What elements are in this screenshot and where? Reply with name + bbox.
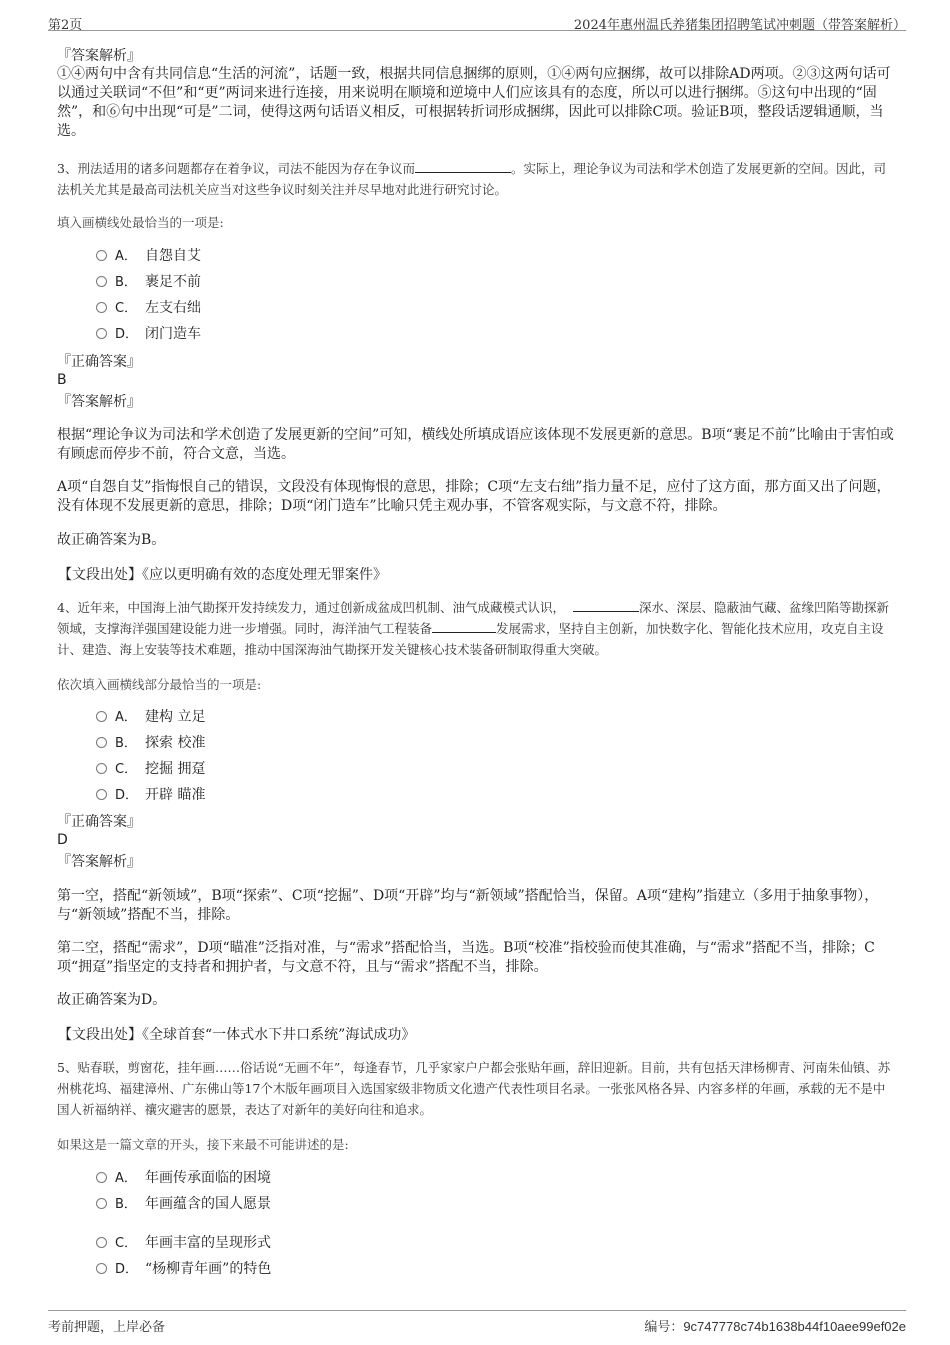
q3-analysis-label: 『答案解析』 bbox=[57, 394, 141, 410]
q3-question bbox=[57, 158, 897, 200]
radio-icon[interactable] bbox=[96, 328, 107, 339]
page-number: 第2页 bbox=[48, 18, 83, 33]
q3-correct-label: 『正确答案』 bbox=[57, 354, 141, 370]
q5-question: 5、贴春联，剪窗花，挂年画……俗话说“无画不年”，每逢春节，几乎家家户户都会张贴年画，辞旧迎新。目前，共有包括天津杨柳青、河南朱仙镇、苏州桃花坞、福建漳州、广东佛山等17个木版年画项目入选国家级非物质文化遗产代表性项目名录。一张张风格各异、内容多样的年画，承载的无不是中国人祈福纳祥、禳灾避害的愿景，表达了对新年的美好向往和追求。 bbox=[57, 1060, 891, 1117]
q3-option-b[interactable]: B． 裹足不前 bbox=[96, 272, 201, 292]
radio-icon[interactable] bbox=[96, 1263, 107, 1274]
q2-analysis-text: ①④两句中含有共同信息“生活的河流”，话题一致，根据共同信息捆绑的原则，①④两句应捆绑，故可以排除AD两项。②③这两句话可以通过关联词“不但”和“更”两词来进行连接，用来说明在顺境和逆境中人们应该具有的态度，所以可以进行捆绑。⑤这句中出现的“固然”，和⑥句中出现“可是”二词，使得这两句话语义相反，可根据转折词形成捆绑，因此可以排除C项。验证B项，整段话逻辑通顺，当选。 bbox=[57, 66, 891, 139]
q5-prompt: 如果这是一篇文章的开头，接下来最不可能讲述的是: bbox=[57, 1137, 349, 1152]
q2-analysis-label: 『答案解析』 bbox=[57, 48, 141, 64]
radio-icon[interactable] bbox=[96, 302, 107, 313]
radio-icon[interactable] bbox=[96, 711, 107, 722]
q4-option-a[interactable]: A． 建构 立足 bbox=[96, 707, 205, 727]
q3-analysis-para2: A项“自怨自艾”指悔恨自己的错误，文段没有体现悔恨的意思，排除；C项“左支右绌”指力量不足，应付了这方面，那方面又出了问题，没有体现不发展更新的意思，排除；D项“闭门造车”比喻只凭主观办事，不管客观实际，与文意不符，排除。 bbox=[57, 479, 891, 514]
q4-text-1: 4、近年来，中国海上油气勘探开发持续发力，通过创新成盆成凹机制、油气成藏模式认识， bbox=[57, 600, 565, 615]
q4-analysis-label: 『答案解析』 bbox=[57, 854, 141, 870]
q3-conclusion: 故正确答案为B。 bbox=[57, 532, 166, 548]
q4-option-b[interactable]: B． 探索 校准 bbox=[96, 733, 205, 753]
q4-text-3: 发展需求，坚持自主创新，加快数字化、智能化技术应用，攻克自主设计、建造、海上安装等技术难题，推动中国深海油气勘探开发关键核心技术装备研制取得重大突破。 bbox=[57, 621, 884, 657]
document-title: 2024年惠州温氏养猪集团招聘笔试冲刺题（带答案解析） bbox=[573, 18, 906, 33]
q4-conclusion: 故正确答案为D。 bbox=[57, 992, 167, 1008]
page-footer bbox=[48, 1310, 906, 1335]
q5-option-b[interactable]: B． 年画蕴含的国人愿景 bbox=[96, 1194, 271, 1214]
q4-blank-1 bbox=[573, 599, 639, 612]
q4-question bbox=[57, 597, 897, 660]
q4-analysis-para1: 第一空，搭配“新领域”，B项“探索”、C项“挖掘”、D项“开辟”均与“新领域”搭配恰当，保留。A项“建构”指建立（多用于抽象事物），与“新领域”搭配不当，排除。 bbox=[57, 888, 879, 923]
radio-icon[interactable] bbox=[96, 1198, 107, 1209]
q3-source: 【文段出处】《应以更明确有效的态度处理无罪案件》 bbox=[58, 567, 387, 583]
q4-prompt: 依次填入画横线部分最恰当的一项是: bbox=[57, 677, 262, 692]
radio-icon[interactable] bbox=[96, 1172, 107, 1183]
q4-correct-label: 『正确答案』 bbox=[57, 814, 141, 830]
q4-source: 【文段出处】《全球首套“一体式水下井口系统”海试成功》 bbox=[58, 1027, 416, 1043]
radio-icon[interactable] bbox=[96, 1237, 107, 1248]
radio-icon[interactable] bbox=[96, 250, 107, 261]
q4-option-d[interactable]: D． 开辟 瞄准 bbox=[96, 785, 205, 805]
radio-icon[interactable] bbox=[96, 763, 107, 774]
q5-option-d[interactable]: D． “杨柳青年画”的特色 bbox=[96, 1259, 271, 1279]
q4-blank-2 bbox=[432, 620, 496, 633]
q4-option-c[interactable]: C． 挖掘 拥趸 bbox=[96, 759, 205, 779]
footer-slogan: 考前押题，上岸必备 bbox=[48, 1320, 166, 1335]
q4-text-2: 深水、深层、隐蔽油气藏、盆缘凹陷等勘探新领域，支撑海洋强国建设能力进一步增强。同时，海洋油气工程装备 bbox=[57, 600, 889, 636]
q3-prompt: 填入画横线处最恰当的一项是: bbox=[57, 215, 224, 230]
q4-analysis-para2: 第二空，搭配“需求”，D项“瞄准”泛指对准，与“需求”搭配恰当，当选。B项“校准”指校验而使其准确，与“需求”搭配不当，排除；C项“拥趸”指坚定的支持者和拥护者，与文意不符，且与“需求”搭配不当，排除。 bbox=[57, 940, 875, 975]
q4-answer: D bbox=[57, 832, 68, 848]
code-label: 编号： bbox=[644, 1320, 684, 1335]
q3-text-before: 3、刑法适用的诸多问题都存在着争议，司法不能因为存在争议而 bbox=[57, 161, 415, 176]
radio-icon[interactable] bbox=[96, 276, 107, 287]
q3-option-a[interactable]: A． 自怨自艾 bbox=[96, 246, 201, 266]
q3-answer: B bbox=[57, 372, 67, 388]
radio-icon[interactable] bbox=[96, 789, 107, 800]
q3-text-after: 。实际上，理论争议为司法和学术创造了发展更新的空间。因此，司法机关尤其是最高司法机关应当对这些争议时刻关注并尽早地对此进行研究讨论。 bbox=[57, 161, 886, 197]
radio-icon[interactable] bbox=[96, 737, 107, 748]
q3-analysis-para1: 根据“理论争议为司法和学术创造了发展更新的空间”可知，横线处所填成语应该体现不发展更新的意思。B项“裹足不前”比喻由于害怕或有顾虑而停步不前，符合文意，当选。 bbox=[57, 427, 894, 462]
q3-option-d[interactable]: D． 闭门造车 bbox=[96, 324, 201, 344]
document-code bbox=[644, 1316, 906, 1335]
code-value: 9c747778c74b1638b44f10aee99ef02e bbox=[683, 1319, 906, 1334]
q5-option-c[interactable]: C． 年画丰富的呈现形式 bbox=[96, 1233, 271, 1253]
q3-option-c[interactable]: C． 左支右绌 bbox=[96, 298, 201, 318]
q3-blank bbox=[415, 160, 511, 173]
q5-option-a[interactable]: A． 年画传承面临的困境 bbox=[96, 1168, 271, 1188]
page-header bbox=[48, 10, 906, 31]
